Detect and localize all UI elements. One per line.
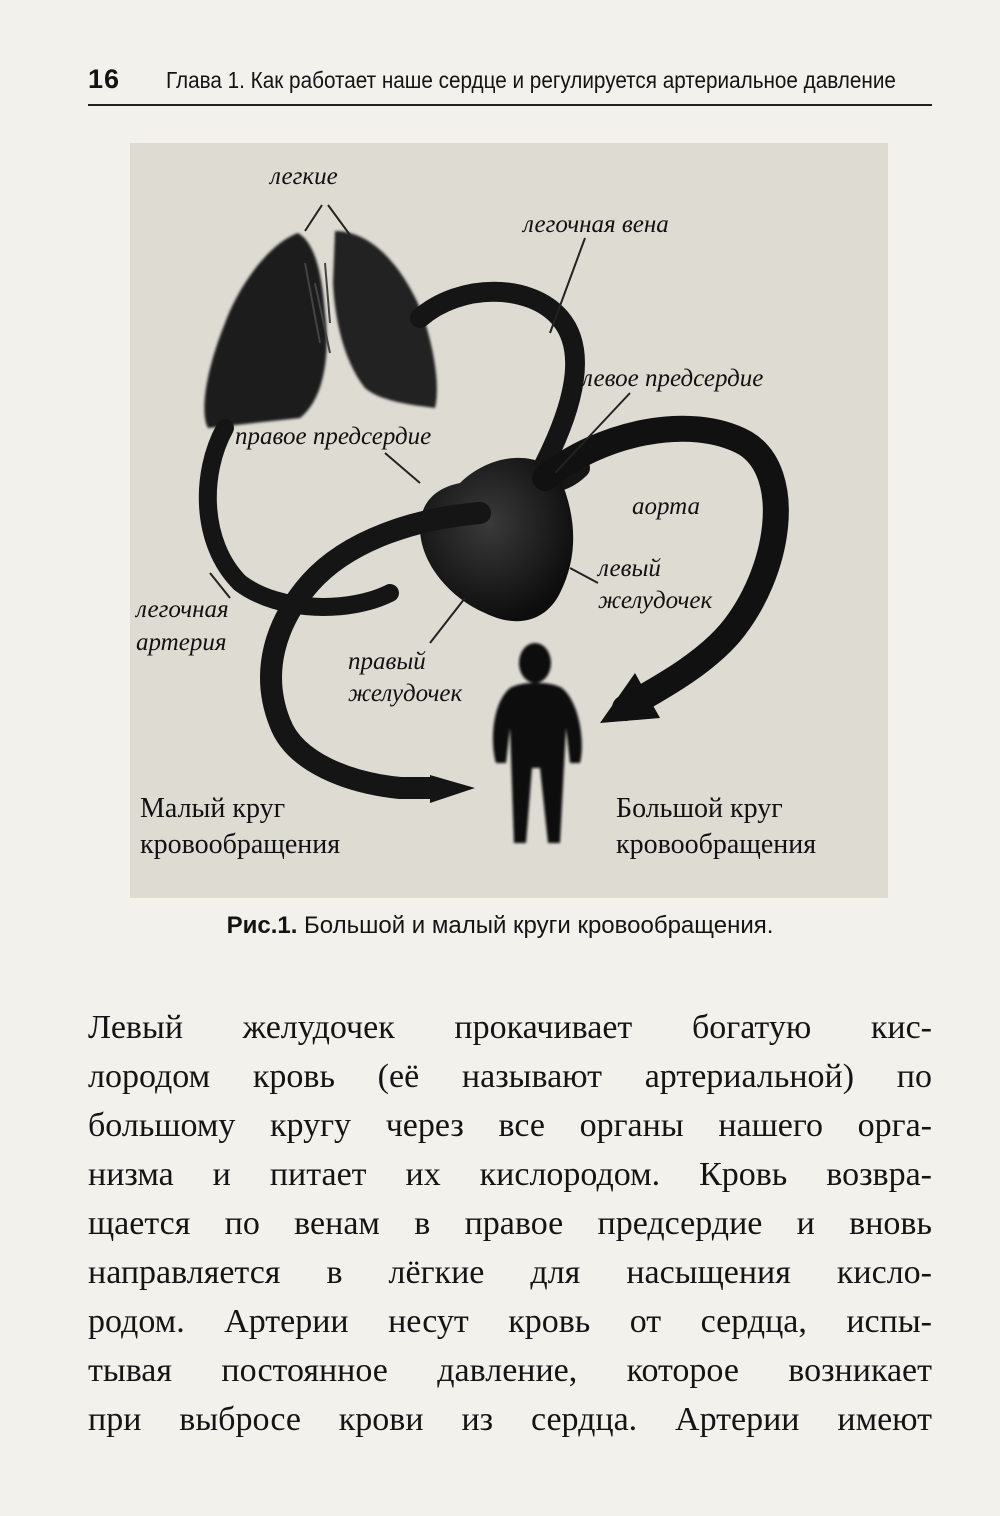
- left-lung-shape: [204, 233, 326, 428]
- label-pulmonary-artery-line2: артерия: [136, 629, 227, 656]
- human-silhouette: [493, 643, 582, 843]
- body-line: большому кругу через все органы нашего орга-: [88, 1107, 932, 1144]
- page-header: [88, 58, 932, 106]
- running-title: Глава 1. Как работает наше сердце и регулируется артериальное давление: [166, 67, 896, 93]
- label-left-atrium: левое предсердие: [582, 365, 764, 392]
- label-right-ventricle-line2: желудочек: [348, 680, 463, 707]
- body-line: тывая постоянное давление, которое возникает: [88, 1352, 932, 1389]
- label-lungs: легкие: [270, 163, 338, 190]
- label-left-ventricle-line1: левый: [598, 555, 661, 582]
- pulmonary-vein-tube: [420, 292, 580, 483]
- body-line: щается по венам в правое предсердие и вновь: [88, 1205, 932, 1242]
- label-pulmonary-artery-line1: легочная: [136, 596, 229, 623]
- circulation-illustration: [130, 143, 888, 898]
- body-line: низма и питает их кислородом. Кровь возвра-: [88, 1156, 932, 1193]
- page-number: 16: [88, 64, 121, 94]
- circulation-figure: [130, 143, 888, 898]
- label-right-atrium: правое предсердие: [235, 423, 432, 450]
- small-circle-arrowhead: [430, 775, 475, 803]
- label-right-ventricle-line1: правый: [348, 648, 426, 675]
- figure-caption: [0, 912, 1000, 940]
- large-circulation-label: [616, 791, 816, 863]
- label-left-ventricle-line2: желудочек: [598, 587, 713, 614]
- caption-text: Большой и малый круги кровообращения.: [297, 912, 774, 939]
- body-line: направляется в лёгкие для насыщения кисло-: [88, 1254, 932, 1291]
- body-line: Левый желудочек прокачивает богатую кис-: [88, 1009, 932, 1046]
- body-line: лородом кровь (её называют артериальной) по: [88, 1058, 932, 1095]
- large-circulation-line2: кровообращения: [616, 829, 817, 860]
- small-circulation-line1: Малый круг: [140, 793, 286, 824]
- body-line: при выбросе крови из сердца. Артерии имеют: [88, 1401, 932, 1438]
- small-circulation-line2: кровообращения: [140, 829, 341, 860]
- body-paragraph: [88, 1003, 932, 1444]
- caption-prefix: Рис.1.: [226, 912, 298, 939]
- label-aorta: аорта: [632, 493, 701, 520]
- label-pulmonary-vein: легочная вена: [523, 211, 669, 238]
- small-circulation-label: [140, 791, 340, 863]
- large-circulation-line1: Большой круг: [616, 793, 783, 824]
- body-line: родом. Артерии несут кровь от сердца, испы-: [88, 1303, 932, 1340]
